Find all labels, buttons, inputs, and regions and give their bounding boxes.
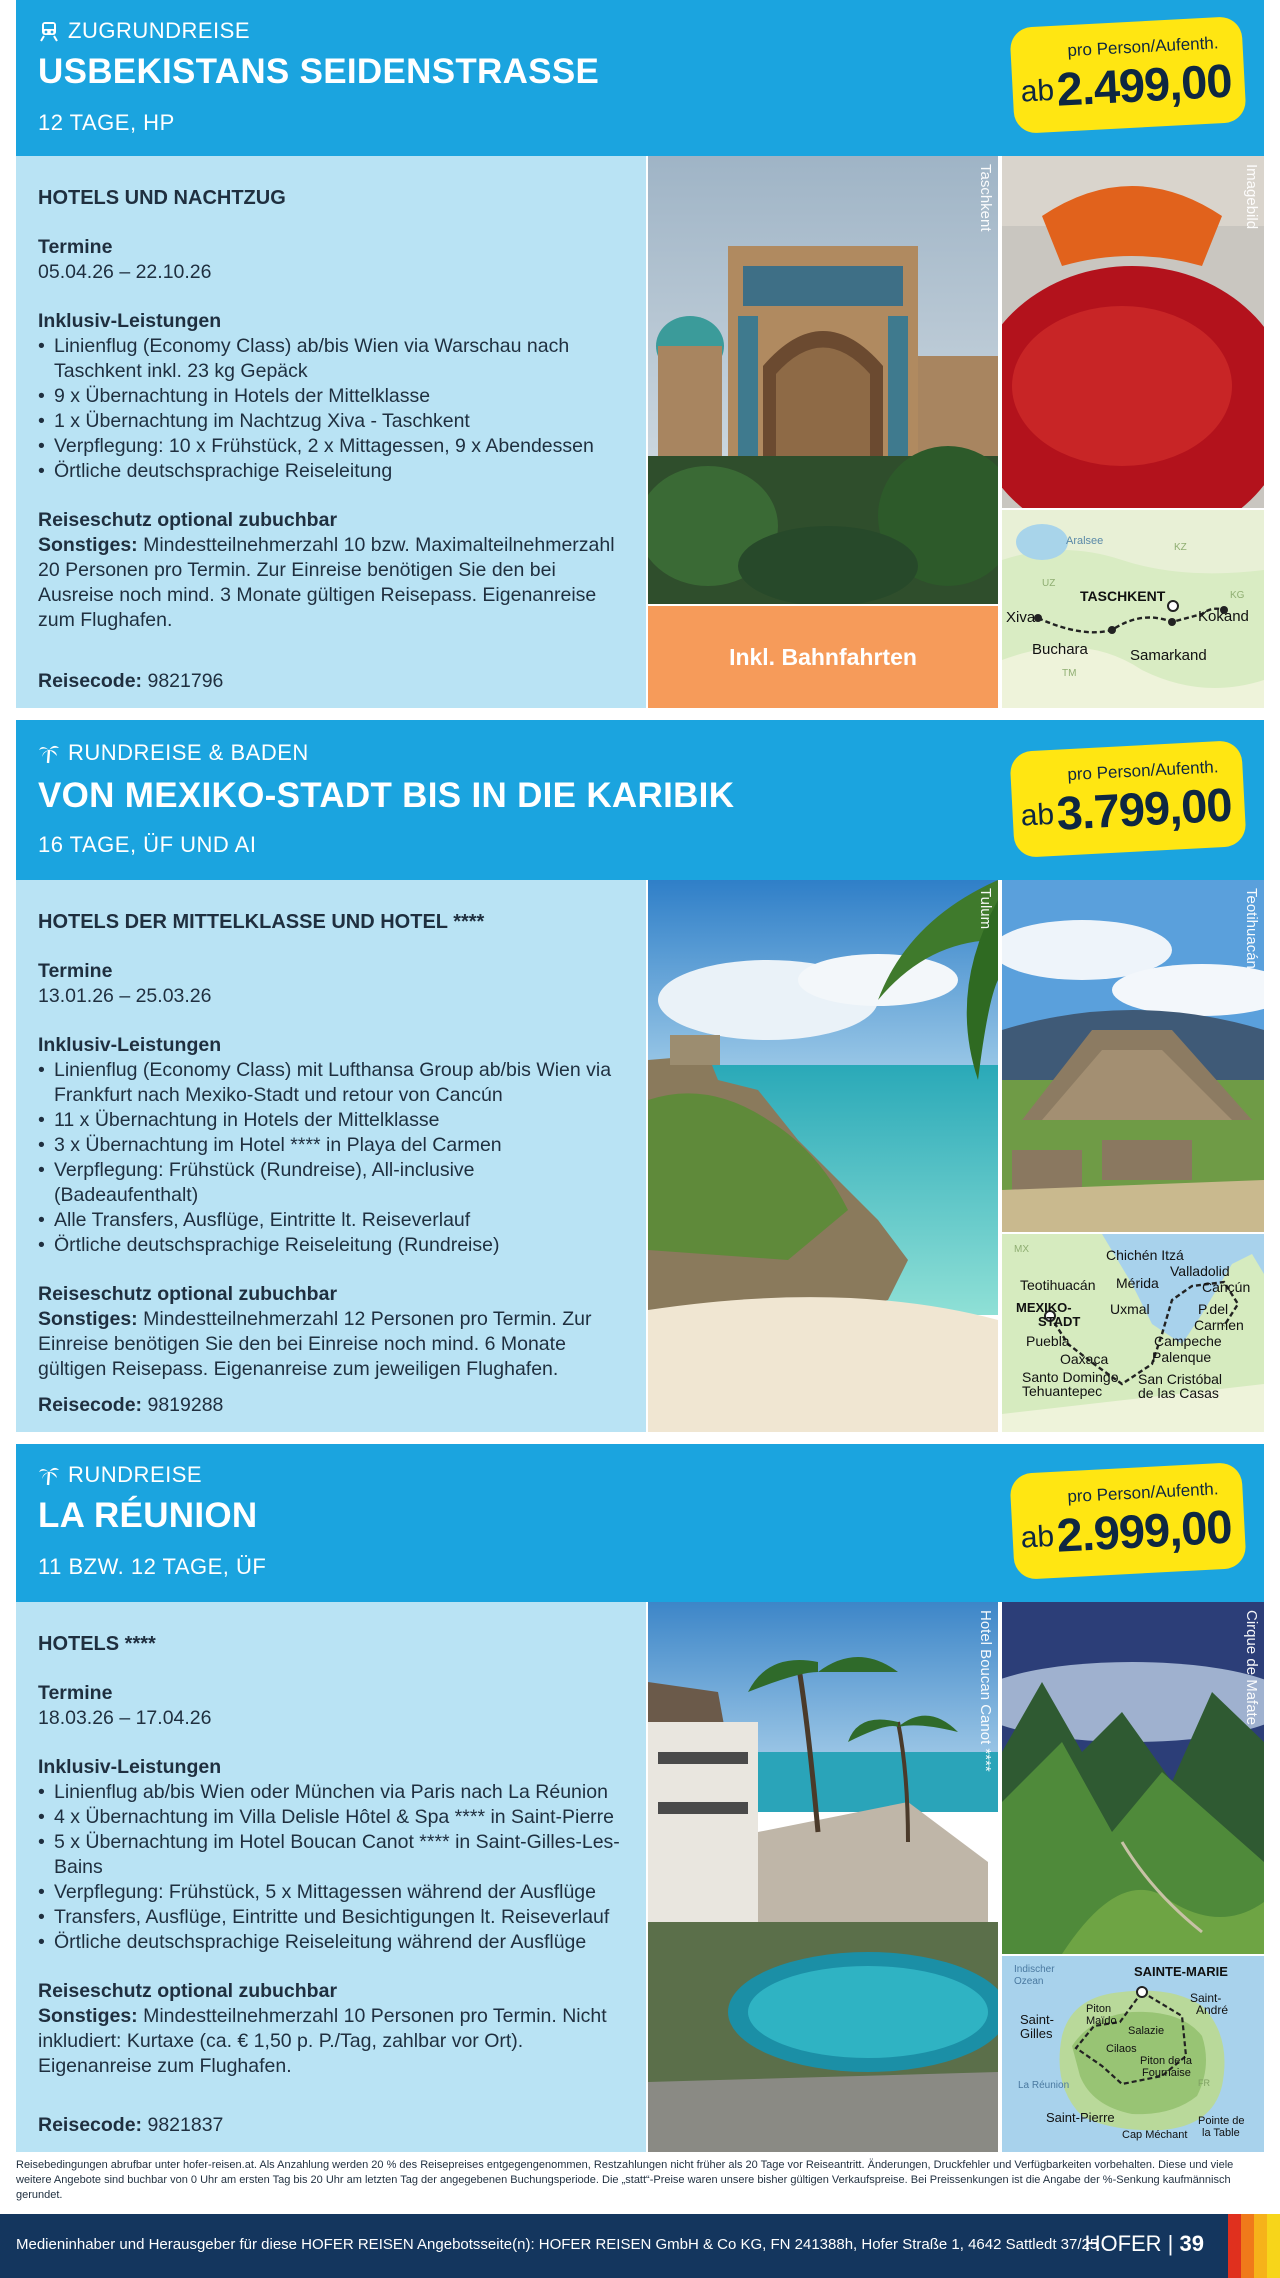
inclusive-label: Inklusiv-Leistungen <box>38 1756 222 1778</box>
offer-la-reunion <box>16 1444 1264 2152</box>
offer-category <box>38 18 250 44</box>
reiseschutz-label: Reiseschutz optional zubuchbar <box>38 1283 338 1305</box>
map-label-city: Salazie <box>1128 2025 1165 2037</box>
hotels-heading: HOTELS **** <box>38 1633 156 1655</box>
offer-header <box>16 1444 1264 1602</box>
hotels-heading: HOTELS UND NACHTZUG <box>38 187 286 209</box>
hotel-illustration <box>648 1602 998 2152</box>
map-label-city: Buchara <box>1032 641 1088 658</box>
map-label-city: Maïdo <box>1086 2015 1117 2027</box>
offer-usbekistan <box>16 0 1264 708</box>
photo-caption: Imagebild <box>1243 164 1260 230</box>
photo-tulum <box>648 880 998 1432</box>
map-label-city: de las Casas <box>1138 1385 1219 1401</box>
reisecode-value: 9821796 <box>147 670 224 692</box>
map-mexiko <box>1002 1234 1264 1432</box>
map-usbekistan <box>1002 510 1264 708</box>
list-item: • Verpflegung: 10 x Frühstück, 2 x Mittagessen, 9 x Abendessen <box>38 434 624 459</box>
map-label-city: Cilaos <box>1106 2043 1137 2055</box>
reisecode <box>38 1393 223 1418</box>
sonstiges-label: Sonstiges: <box>38 1308 138 1330</box>
list-item: • Örtliche deutschsprachige Reiseleitung (Rundreise) <box>38 1233 624 1258</box>
termine-label: Termine <box>38 1682 113 1704</box>
map-label-city: Oaxaca <box>1060 1351 1109 1367</box>
offer-header <box>16 0 1264 156</box>
price-note: pro Person/Aufenth. <box>1066 33 1219 61</box>
inclusive-list <box>38 334 624 484</box>
photo-caption: Cirque de Mafate <box>1243 1610 1260 1726</box>
offer-details <box>16 156 646 708</box>
photo-caption: Hotel Boucan Canot **** <box>977 1610 994 1772</box>
map-label-ocean: Ozean <box>1014 1976 1044 1987</box>
reisecode-value: 9821837 <box>147 2114 224 2136</box>
map-label-city: Uxmal <box>1110 1301 1150 1317</box>
pyramid-illustration <box>1002 880 1264 1232</box>
map-label-city: Cap Méchant <box>1122 2129 1188 2141</box>
reisecode-value: 9819288 <box>147 1394 224 1416</box>
page-number: HOFER | 39 <box>1084 2231 1204 2256</box>
termine-label: Termine <box>38 236 113 258</box>
list-item: • Linienflug ab/bis Wien oder München via Paris nach La Réunion <box>38 1780 624 1805</box>
termine-value: 13.01.26 – 25.03.26 <box>38 985 212 1007</box>
map-la-reunion <box>1002 1956 1264 2152</box>
map-label-city: Mérida <box>1116 1275 1159 1291</box>
price-amount: 2.999,00 <box>1055 1499 1233 1562</box>
offer-title: LA RÉUNION <box>38 1496 258 1535</box>
page-number-value: 39 <box>1179 2231 1204 2256</box>
sonstiges-text <box>38 533 624 633</box>
list-item: • 5 x Übernachtung im Hotel Boucan Canot **** in Saint-Gilles-Les-Bains <box>38 1830 624 1880</box>
list-item: • 1 x Übernachtung im Nachtzug Xiva - Taschkent <box>38 409 624 434</box>
map-label-uz: UZ <box>1042 578 1056 589</box>
sonstiges-label: Sonstiges: <box>38 2005 138 2027</box>
offer-duration: 16 TAGE, ÜF UND AI <box>38 832 257 857</box>
inclusive-block <box>38 309 624 484</box>
brand-name: HOFER <box>1084 2231 1162 2256</box>
map-label-capital: SAINTE-MARIE <box>1134 1964 1228 1979</box>
map-label-city: Saint-Pierre <box>1046 2110 1115 2125</box>
list-item: • Alle Transfers, Ausflüge, Eintritte lt. Reiseverlauf <box>38 1208 624 1233</box>
offer-mexiko <box>16 720 1264 1432</box>
map-label-city: San Cristóbal <box>1138 1371 1223 1387</box>
sonstiges-text <box>38 1307 624 1382</box>
termine-block <box>38 235 624 285</box>
termine-label: Termine <box>38 960 113 982</box>
map-label-city: Saint- <box>1190 1991 1222 2005</box>
sonstiges-value: Mindestteilnehmerzahl 10 Personen pro Termin. Nicht inkludiert: Kurtaxe (ca. € 1,50 p. P./Tag, zahlbar vor Ort). Eigenanreise zum Flughafen. <box>38 2005 607 2077</box>
rail-banner: Inkl. Bahnfahrten <box>648 606 998 708</box>
price-badge <box>1009 1462 1246 1580</box>
reisecode-label: Reisecode: <box>38 1394 143 1416</box>
map-label-city: Santo Domingo <box>1022 1369 1119 1385</box>
sonstiges-value: Mindestteilnehmerzahl 12 Personen pro Termin. Zur Einreise benötigen Sie den bei Einreise noch mind. 6 Monate gültigen Reisepass. Eigenanreise zum jeweiligen Flughafen. <box>38 1308 592 1380</box>
map-label-country: La Réunion <box>1018 2080 1070 2091</box>
price-badge <box>1009 740 1246 858</box>
brand-stripes <box>1228 2214 1280 2278</box>
map-label-city: Piton de la <box>1140 2055 1192 2067</box>
offer-category <box>38 1462 202 1488</box>
map-label-city: Gilles <box>1020 2026 1053 2041</box>
offer-category-label: ZUGRUNDREISE <box>68 18 251 43</box>
offer-duration: 12 TAGE, HP <box>38 110 175 135</box>
list-item: • Verpflegung: Frühstück, 5 x Mittagessen während der Ausflüge <box>38 1880 624 1905</box>
list-item: • Transfers, Ausflüge, Eintritte und Besichtigungen lt. Reiseverlauf <box>38 1905 624 1930</box>
map-label-city: Cancún <box>1202 1279 1251 1295</box>
sonstiges-label: Sonstiges: <box>38 534 138 556</box>
photo-caption: Tulum <box>977 888 994 930</box>
route-map <box>1002 1956 1264 2152</box>
route-map <box>1002 510 1264 708</box>
palm-icon <box>38 1464 60 1486</box>
price-amount: 2.499,00 <box>1055 53 1233 116</box>
offer-category <box>38 740 309 766</box>
map-label-city: Xiva <box>1006 609 1036 626</box>
map-label-city: Piton <box>1086 2003 1112 2015</box>
termine-value: 05.04.26 – 22.10.26 <box>38 261 212 283</box>
offer-category-label: RUNDREISE <box>68 1462 203 1487</box>
list-item: • 4 x Übernachtung im Villa Delisle Hôtel & Spa **** in Saint-Pierre <box>38 1805 624 1830</box>
map-label-city: Teotihuacán <box>1020 1277 1096 1293</box>
photo-taschkent <box>648 156 998 604</box>
price-prefix: ab <box>1019 73 1055 109</box>
page-footer <box>0 2214 1280 2278</box>
map-label-city: Fournaise <box>1142 2067 1191 2079</box>
map-label-city: Valladolid <box>1170 1263 1230 1279</box>
mountain-illustration <box>1002 1602 1264 1954</box>
reisecode <box>38 669 223 694</box>
list-item: • 3 x Übernachtung im Hotel **** in Playa del Carmen <box>38 1133 624 1158</box>
offer-category-label: RUNDREISE & BADEN <box>68 740 309 765</box>
map-label-city: Palenque <box>1152 1349 1212 1365</box>
offer-details <box>16 1602 646 2152</box>
map-label-kg: KG <box>1230 590 1245 601</box>
map-label-city: P.del <box>1198 1301 1229 1317</box>
termine-block <box>38 1681 624 1731</box>
route-map <box>1002 1234 1264 1432</box>
map-label-capital: MEXIKO- <box>1016 1300 1072 1315</box>
list-item: • Örtliche deutschsprachige Reiseleitung <box>38 459 624 484</box>
list-item: • 9 x Übernachtung in Hotels der Mittelklasse <box>38 384 624 409</box>
offer-header <box>16 720 1264 880</box>
price-note: pro Person/Aufenth. <box>1066 757 1219 785</box>
train-icon <box>38 20 60 42</box>
map-label-city: la Table <box>1202 2127 1240 2139</box>
offer-title: USBEKISTANS SEIDENSTRASSE <box>38 52 600 91</box>
legal-footnote: Reisebedingungen abrufbar unter hofer-reisen.at. Als Anzahlung werden 20 % des Reisepreises entgegengenommen, Restzahlungen nicht früher als 20 Tage vor Reiseantritt. Änderungen, Druckfehler und Verfügbarkeiten vorbehalten. Diese und viele weitere Angebote sind buchbar von 0 Uhr am ersten Tag bis 20 Uhr am letzten Tag der angegebenen Buchungsperiode. Die „statt“-Preise waren unsere bisher gültigen Verkaufspreise. Bei Preissenkungen ist die Angabe der %-Senkung kaufmännisch gerundet. <box>16 2159 1234 2201</box>
madrasa-illustration <box>648 156 998 604</box>
map-label-fr: FR <box>1198 2078 1210 2088</box>
imprint-text: Medieninhaber und Herausgeber für diese HOFER REISEN Angebotsseite(n): HOFER REISEN GmbH & Co KG, FN 241388h, Hofer Straße 1, 4642 Sattledt 37/25 <box>16 2236 1099 2253</box>
photo-caption: Teotihuacán <box>1243 888 1260 969</box>
reiseschutz-label: Reiseschutz optional zubuchbar <box>38 1980 338 2002</box>
list-item: • Linienflug (Economy Class) ab/bis Wien via Warschau nach Taschkent inkl. 23 kg Gepäck <box>38 334 624 384</box>
map-label-kz: KZ <box>1174 542 1187 553</box>
map-label-city: Pointe de <box>1198 2115 1245 2127</box>
termine-block <box>38 959 624 1009</box>
map-label-city: Saint- <box>1020 2012 1054 2027</box>
price-prefix: ab <box>1019 1519 1055 1555</box>
inclusive-list <box>38 1058 624 1258</box>
list-item: • 11 x Übernachtung in Hotels der Mittelklasse <box>38 1108 624 1133</box>
map-label-city: Kokand <box>1198 608 1249 625</box>
inclusive-block <box>38 1033 624 1258</box>
map-label-ocean: Indischer <box>1014 1964 1055 1975</box>
map-label-city: Samarkand <box>1130 647 1207 664</box>
list-item: • Örtliche deutschsprachige Reiseleitung während der Ausflüge <box>38 1930 624 1955</box>
reiseschutz-label: Reiseschutz optional zubuchbar <box>38 509 338 531</box>
map-label-city: Puebla <box>1026 1333 1070 1349</box>
inclusive-block <box>38 1755 624 1955</box>
sonstiges-value: Mindestteilnehmerzahl 10 bzw. Maximalteilnehmerzahl 20 Personen pro Termin. Zur Einreise benötigen Sie den bei Ausreise noch mind. 3 Monate gültigen Reisepass. Eigenanreise zum Flughafen. <box>38 534 615 631</box>
inclusive-list <box>38 1780 624 1955</box>
list-item: • Linienflug (Economy Class) mit Lufthansa Group ab/bis Wien via Frankfurt nach Mexiko-Stadt und retour von Cancún <box>38 1058 624 1108</box>
price-badge <box>1009 16 1246 134</box>
photo-spices <box>1002 156 1264 508</box>
map-label-city: Chichén Itzá <box>1106 1247 1184 1263</box>
map-label-city: Campeche <box>1154 1333 1222 1349</box>
offer-duration: 11 BZW. 12 TAGE, ÜF <box>38 1554 267 1579</box>
map-label-city: André <box>1196 2003 1229 2017</box>
inclusive-label: Inklusiv-Leistungen <box>38 310 222 332</box>
sonstiges-text <box>38 2004 624 2079</box>
price-amount: 3.799,00 <box>1055 777 1233 840</box>
palm-icon <box>38 742 60 764</box>
termine-value: 18.03.26 – 17.04.26 <box>38 1707 212 1729</box>
reisecode-label: Reisecode: <box>38 670 143 692</box>
map-label-city: Carmen <box>1194 1317 1244 1333</box>
photo-teotihuacan <box>1002 880 1264 1232</box>
map-label-mx: MX <box>1014 1244 1029 1255</box>
beach-illustration <box>648 880 998 1432</box>
list-item: • Verpflegung: Frühstück (Rundreise), All-inclusive (Badeaufenthalt) <box>38 1158 624 1208</box>
spices-illustration <box>1002 156 1264 508</box>
map-label-tm: TM <box>1062 668 1077 679</box>
map-label-sea: Aralsee <box>1066 535 1104 547</box>
reisecode-label: Reisecode: <box>38 2114 143 2136</box>
offer-title: VON MEXIKO-STADT BIS IN DIE KARIBIK <box>38 776 735 815</box>
map-label-capital: TASCHKENT <box>1080 588 1166 604</box>
photo-hotel-boucan-canot <box>648 1602 998 2152</box>
offer-details <box>16 880 646 1432</box>
hotels-heading: HOTELS DER MITTELKLASSE UND HOTEL **** <box>38 911 485 933</box>
photo-caption: Taschkent <box>977 164 994 232</box>
price-prefix: ab <box>1019 797 1055 833</box>
reisecode <box>38 2113 223 2138</box>
map-label-capital: STADT <box>1038 1314 1081 1329</box>
map-label-city: Tehuantepec <box>1022 1383 1103 1399</box>
inclusive-label: Inklusiv-Leistungen <box>38 1034 222 1056</box>
photo-cirque-de-mafate <box>1002 1602 1264 1954</box>
price-note: pro Person/Aufenth. <box>1066 1479 1219 1507</box>
